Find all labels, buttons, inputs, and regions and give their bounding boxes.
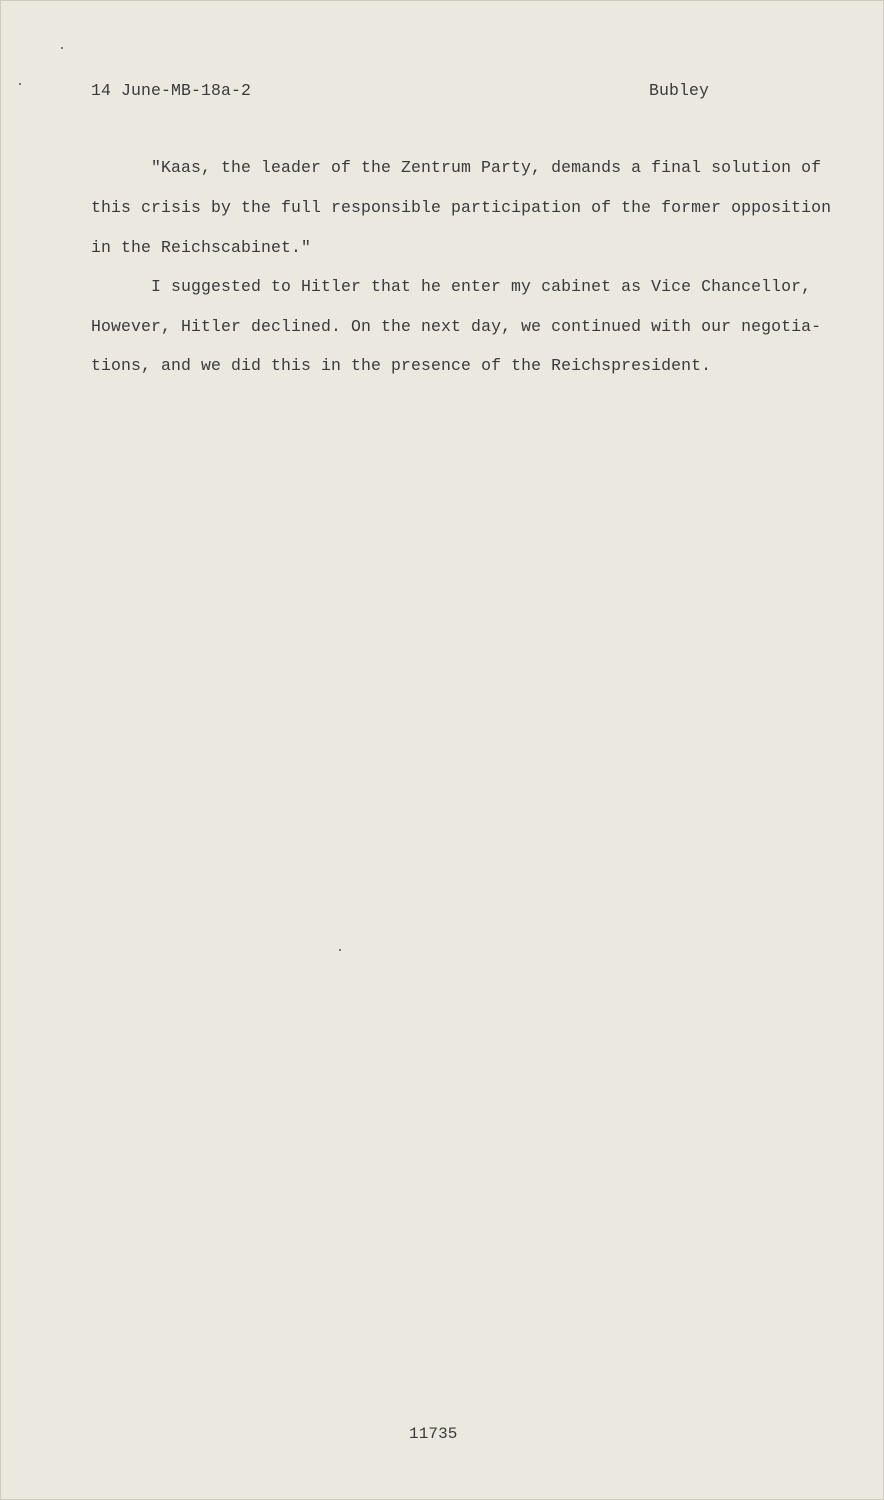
body-line: this crisis by the full responsible participation of the former opposition	[91, 198, 832, 217]
reporter-name: Bubley	[649, 81, 710, 100]
body-line: However, Hitler declined. On the next day, we continued with our negotia-	[91, 317, 822, 336]
paper-speck	[339, 949, 341, 951]
paper-speck	[19, 83, 21, 85]
document-reference: 14 June-MB-18a-2	[91, 81, 252, 100]
body-line: "Kaas, the leader of the Zentrum Party, demands a final solution of	[151, 158, 822, 177]
body-line: tions, and we did this in the presence of the Reichspresident.	[91, 356, 712, 375]
page-number: 11735	[409, 1425, 458, 1443]
paper-speck	[61, 47, 63, 49]
body-line: in the Reichscabinet."	[91, 238, 312, 257]
body-line: I suggested to Hitler that he enter my cabinet as Vice Chancellor,	[151, 277, 812, 296]
